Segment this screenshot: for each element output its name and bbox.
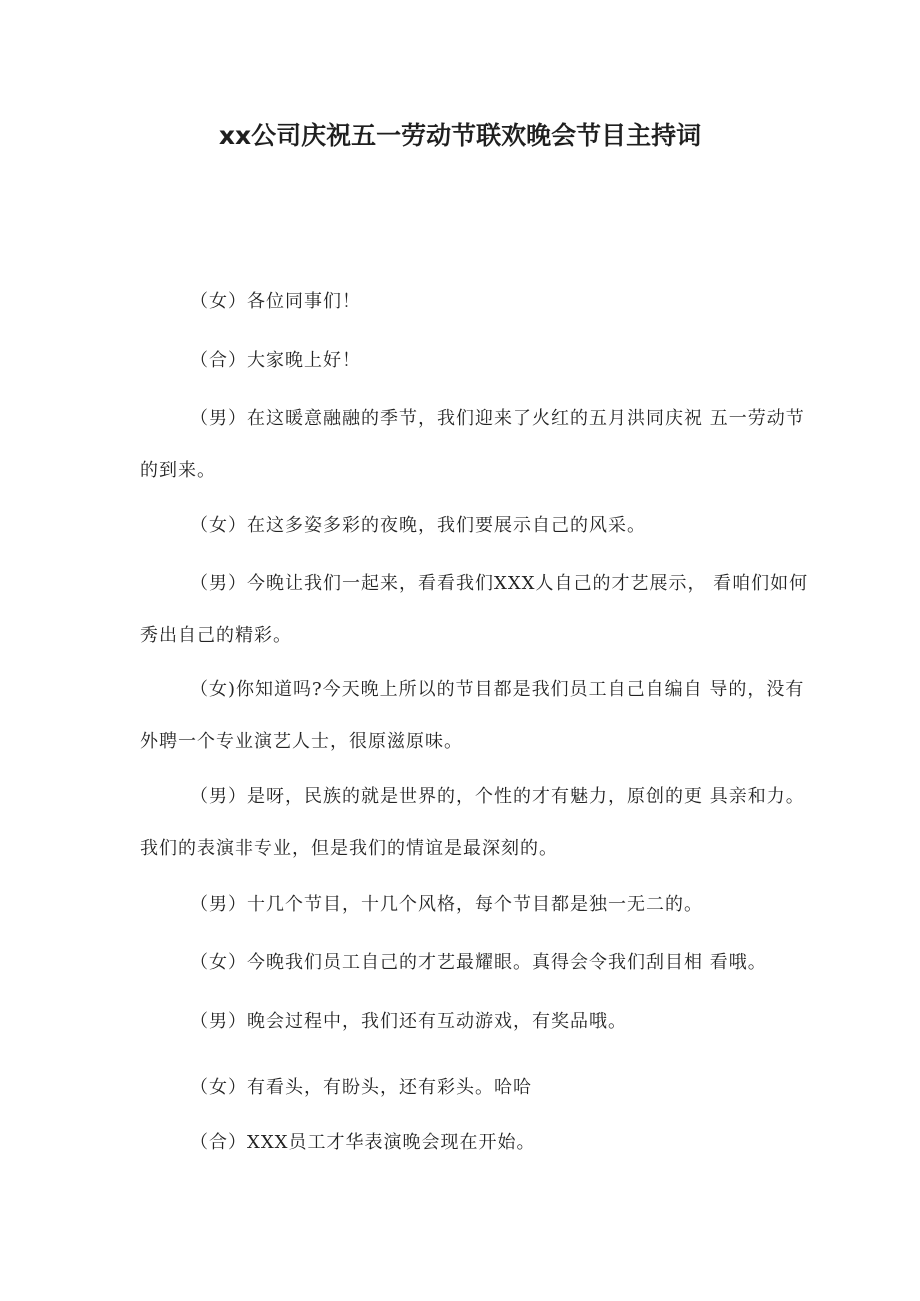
document-title: xx公司庆祝五一劳动节联欢晚会节目主持词 [218, 121, 702, 150]
paragraph: （合）XXX员工才华表演晚会现在开始。 [190, 1132, 536, 1153]
paragraph: （女)你知道吗?今天晚上所以的节目都是我们员工自己自编自 导的，没有外聘一个专业演艺人士，很原滋原味。 [140, 679, 805, 752]
paragraph: （合）大家晚上好！ [190, 350, 361, 371]
paragraph: （女）今晚我们员工自己的才艺最耀眼。真得会令我们刮目相 看哦。 [190, 952, 767, 973]
paragraph: （女）有看头，有盼头，还有彩头。哈哈 [190, 1077, 532, 1098]
paragraph: （男）在这暖意融融的季节，我们迎来了火红的五月洪同庆祝 五一劳动节的到来。 [140, 408, 805, 481]
paragraph: （女）各位同事们！ [190, 291, 361, 312]
paragraph: （女）在这多姿多彩的夜晚，我们要展示自己的风采。 [190, 515, 646, 536]
paragraph: （男）是呀，民族的就是世界的，个性的才有魅力，原创的更 具亲和力。我们的表演非专业，但是我们的情谊是最深刻的。 [140, 786, 805, 859]
paragraph: （男）今晚让我们一起来，看看我们XXX人自己的才艺展示， 看咱们如何秀出自己的精彩。 [140, 573, 809, 646]
paragraph: （男）十几个节目，十几个风格，每个节目都是独一无二的。 [190, 894, 703, 915]
paragraph: （男）晚会过程中，我们还有互动游戏，有奖品哦。 [190, 1011, 627, 1032]
